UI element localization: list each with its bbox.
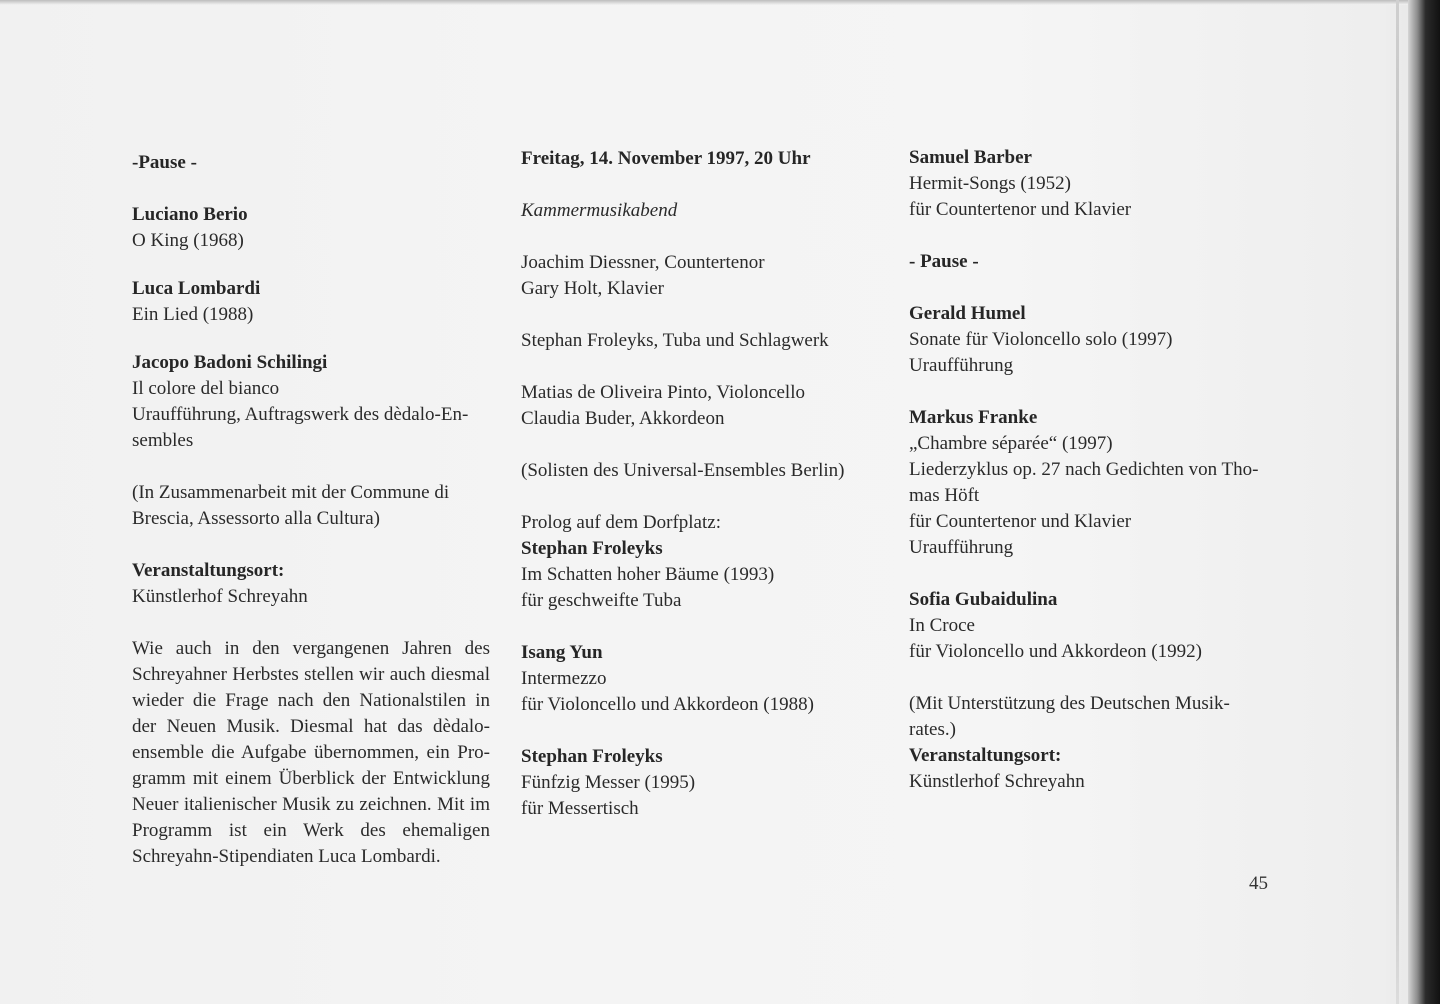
composer-name: Isang Yun [521, 642, 603, 663]
work-title: Ein Lied (1988) [132, 304, 254, 325]
paragraph-line: Schreyahner Herbstes stellen wir auch diesmal [132, 664, 490, 685]
performer: Claudia Buder, Akkordeon [521, 408, 725, 429]
composer-name: Luciano Berio [132, 204, 248, 225]
work-note: sembles [132, 430, 194, 451]
composer-name: Stephan Froleyks [521, 746, 663, 767]
right-column [909, 145, 1271, 795]
work-description: mas Höft [909, 485, 980, 506]
work-instrumentation: für Countertenor und Klavier [909, 199, 1132, 220]
left-column [132, 150, 490, 870]
book-spine [1408, 0, 1440, 1004]
paragraph-line: ensemble die Aufgabe übernommen, ein Pro- [132, 742, 490, 763]
work-note: Uraufführung [909, 355, 1014, 376]
paragraph-line: gramm mit einem Überblick der Entwicklung [132, 768, 490, 789]
page-number: 45 [1249, 873, 1268, 894]
prolog-label: Prolog auf dem Dorfplatz: [521, 512, 721, 533]
work-title: Hermit-Songs (1952) [909, 173, 1072, 194]
support-note: rates.) [909, 719, 956, 740]
performer: Stephan Froleyks, Tuba und Schlagwerk [521, 330, 829, 351]
paragraph-line: Programm ist ein Werk des ehemaligen [132, 820, 490, 841]
work-title: Intermezzo [521, 668, 607, 689]
work-instrumentation: für Countertenor und Klavier [909, 511, 1132, 532]
paragraph-line: wieder die Frage nach den Nationalstilen in [132, 690, 490, 711]
work-title: Im Schatten hoher Bäume (1993) [521, 564, 775, 585]
ensemble-note: (Solisten des Universal-Ensembles Berlin) [521, 460, 845, 481]
paragraph-line: Wie auch in den vergangenen Jahren des [132, 638, 490, 659]
event-title: Kammermusikabend [521, 200, 678, 221]
work-title: Il colore del bianco [132, 378, 280, 399]
work-instrumentation: für Violoncello und Akkordeon (1992) [909, 641, 1202, 662]
work-description: Liederzyklus op. 27 nach Gedichten von Tho- [909, 459, 1259, 480]
composer-name: Sofia Gubaidulina [909, 589, 1058, 610]
composer-name: Gerald Humel [909, 303, 1026, 324]
pause-heading: - Pause - [909, 251, 979, 272]
paragraph-line: der Neuen Musik. Diesmal hat das dèdalo- [132, 716, 490, 737]
composer-name: Stephan Froleyks [521, 538, 663, 559]
work-instrumentation: für geschweifte Tuba [521, 590, 682, 611]
cooperation-note: Brescia, Assessorto alla Cultura) [132, 508, 381, 529]
performer: Gary Holt, Klavier [521, 278, 664, 299]
paragraph-line: Schreyahn-Stipendiaten Luca Lombardi. [132, 846, 441, 867]
work-instrumentation: für Violoncello und Akkordeon (1988) [521, 694, 814, 715]
cooperation-note: (In Zusammenarbeit mit der Commune di [132, 482, 450, 503]
performer: Joachim Diessner, Countertenor [521, 252, 765, 273]
venue-label: Veranstaltungsort: [132, 560, 285, 581]
intro-paragraph [132, 636, 490, 870]
performer: Matias de Oliveira Pinto, Violoncello [521, 382, 805, 403]
venue-value: Künstlerhof Schreyahn [909, 771, 1085, 792]
work-title: Fünfzig Messer (1995) [521, 772, 696, 793]
work-note: Uraufführung [909, 537, 1014, 558]
venue-value: Künstlerhof Schreyahn [132, 586, 308, 607]
middle-column [521, 146, 881, 822]
spine-crease [1396, 0, 1399, 1004]
top-edge-shadow [0, 0, 1440, 5]
work-instrumentation: für Messertisch [521, 798, 639, 819]
work-note: Uraufführung, Auftragswerk des dèdalo-En- [132, 404, 469, 425]
work-title: In Croce [909, 615, 975, 636]
work-title: Sonate für Violoncello solo (1997) [909, 329, 1173, 350]
concert-date: Freitag, 14. November 1997, 20 Uhr [521, 148, 811, 169]
work-title: „Chambre séparée“ (1997) [909, 433, 1113, 454]
composer-name: Jacopo Badoni Schilingi [132, 352, 328, 373]
paragraph-line: Neuer italienischer Musik zu zeichnen. Mit im [132, 794, 490, 815]
composer-name: Samuel Barber [909, 147, 1032, 168]
composer-name: Markus Franke [909, 407, 1038, 428]
pause-heading: -Pause - [132, 152, 197, 173]
support-note: (Mit Unterstützung des Deutschen Musik- [909, 693, 1230, 714]
composer-name: Luca Lombardi [132, 278, 261, 299]
venue-label: Veranstaltungsort: [909, 745, 1062, 766]
work-title: O King (1968) [132, 230, 244, 251]
